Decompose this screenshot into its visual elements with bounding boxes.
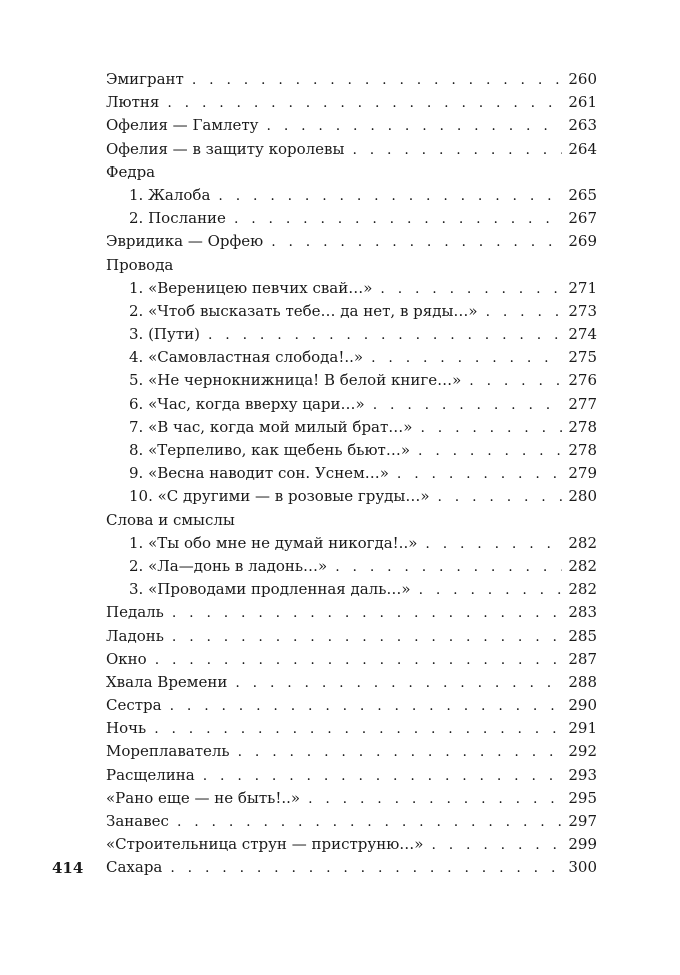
- toc-entry-title: Занавес: [106, 812, 169, 830]
- toc-entry-title: «Строительница струн — приструню…»: [106, 835, 424, 854]
- toc-entry-title: 5. «Не чернокнижница! В белой книге…»: [129, 371, 462, 390]
- toc-entry-title: 6. «Час, когда вверху цари…»: [129, 394, 365, 413]
- toc-entry-title: Ладонь: [106, 626, 164, 645]
- dot-leader: [208, 324, 562, 347]
- toc-entry: [106, 764, 597, 787]
- dot-leader: [192, 69, 563, 92]
- toc-entry: [106, 485, 597, 508]
- toc-entry-page: 292: [568, 742, 597, 761]
- toc-entry-title: Педаль: [106, 603, 164, 622]
- toc-entry-page: 290: [568, 696, 597, 715]
- toc-entry-title: 3. (Пути): [129, 325, 200, 344]
- toc-entry: [106, 740, 597, 763]
- toc-entry-title: 8. «Терпеливо, как щебень бьют…»: [129, 441, 411, 459]
- toc-entry-page: 288: [568, 672, 597, 691]
- toc-entry: [106, 648, 597, 671]
- toc-entry-page: 271: [568, 278, 597, 297]
- toc-entry-page: 297: [568, 812, 597, 830]
- dot-leader: [177, 811, 562, 834]
- toc-entry: [106, 810, 597, 833]
- toc-entry-page: 278: [568, 417, 597, 436]
- toc-entry-page: 295: [568, 788, 597, 807]
- toc-entry-title: 3. «Проводами продленная даль…»: [129, 580, 411, 599]
- toc-entry-page: 283: [568, 603, 597, 622]
- toc-entry: [106, 717, 597, 740]
- dot-leader: [335, 556, 562, 579]
- toc-entry: [106, 601, 597, 624]
- toc-entry-title: Лютня: [106, 93, 160, 112]
- toc-entry-page: 282: [568, 533, 597, 552]
- dot-leader: [167, 92, 562, 115]
- toc-entry-page: 278: [568, 441, 597, 459]
- dot-leader: [238, 741, 563, 764]
- toc-entry-page: 273: [568, 301, 597, 320]
- toc-entry-page: 261: [568, 93, 597, 112]
- dot-leader: [203, 765, 563, 788]
- dot-leader: [418, 440, 562, 463]
- dot-leader: [235, 672, 562, 695]
- toc-entry-page: 291: [568, 719, 597, 738]
- table-of-contents: [106, 68, 597, 880]
- toc-entry: [106, 462, 597, 485]
- toc-entry-page: 299: [568, 835, 597, 854]
- toc-entry-title: «Рано еще — не быть!..»: [106, 788, 301, 807]
- toc-entry-title: Слова и смыслы: [106, 510, 235, 529]
- toc-entry-title: Провода: [106, 255, 174, 274]
- toc-entry: [106, 323, 597, 346]
- toc-entry: [106, 68, 597, 91]
- toc-entry: [106, 277, 597, 300]
- toc-entry: [106, 369, 597, 392]
- toc-entry-title: Расщелина: [106, 765, 195, 784]
- toc-entry: [106, 787, 597, 810]
- toc-entry: [106, 856, 597, 879]
- toc-entry: [106, 207, 597, 230]
- toc-entry-page: 285: [568, 626, 597, 645]
- toc-entry-page: 264: [568, 139, 597, 158]
- toc-entry: [106, 439, 597, 462]
- toc-entry: [106, 578, 597, 601]
- toc-entry-page: 282: [568, 556, 597, 575]
- dot-leader: [352, 139, 562, 162]
- toc-entry-page: 280: [568, 487, 597, 506]
- dot-leader: [419, 579, 563, 602]
- toc-entry-title: Хвала Времени: [106, 672, 228, 691]
- toc-entry-page: 276: [568, 371, 597, 390]
- dot-leader: [438, 486, 563, 509]
- dot-leader: [469, 370, 562, 393]
- toc-entry-title: Эмигрант: [106, 70, 184, 88]
- toc-section-heading: [106, 161, 597, 184]
- toc-entry: [106, 416, 597, 439]
- toc-entry-page: 260: [568, 70, 597, 88]
- toc-entry: [106, 671, 597, 694]
- toc-entry-title: Офелия — Гамлету: [106, 116, 259, 135]
- toc-entry-page: 265: [568, 185, 597, 204]
- toc-entry: [106, 114, 597, 137]
- toc-entry-title: 2. Послание: [129, 209, 226, 228]
- toc-entry-title: 9. «Весна наводит сон. Уснем…»: [129, 464, 389, 483]
- toc-entry: [106, 555, 597, 578]
- toc-entry-title: 1. Жалоба: [129, 185, 211, 204]
- toc-entry-title: Сахара: [106, 858, 163, 877]
- toc-entry-page: 300: [568, 858, 597, 877]
- toc-entry: [106, 833, 597, 856]
- toc-entry-title: Федра: [106, 162, 156, 181]
- toc-section-heading: [106, 254, 597, 277]
- toc-entry-title: 7. «В час, когда мой милый брат…»: [129, 417, 413, 436]
- dot-leader: [234, 208, 562, 231]
- dot-leader: [431, 834, 562, 857]
- toc-entry-title: Офелия — в защиту королевы: [106, 139, 345, 158]
- dot-leader: [267, 115, 563, 138]
- toc-entry-title: 4. «Самовластная слобода!..»: [129, 348, 364, 367]
- dot-leader: [170, 695, 563, 718]
- toc-entry-title: Окно: [106, 649, 147, 668]
- toc-entry-title: Эвридика — Орфею: [106, 232, 264, 251]
- toc-entry: [106, 532, 597, 555]
- dot-leader: [380, 278, 562, 301]
- toc-entry: [106, 184, 597, 207]
- toc-entry: [106, 393, 597, 416]
- toc-entry: [106, 346, 597, 369]
- dot-leader: [373, 394, 563, 417]
- toc-entry-title: 2. «Ла—донь в ладонь…»: [129, 556, 328, 575]
- toc-entry: [106, 694, 597, 717]
- page-number: 414: [52, 858, 84, 877]
- dot-leader: [308, 788, 562, 811]
- toc-entry-title: Сестра: [106, 696, 162, 715]
- toc-entry-title: 1. «Ты обо мне не думай никогда!..»: [129, 533, 418, 552]
- dot-leader: [218, 185, 562, 208]
- dot-leader: [371, 347, 562, 370]
- toc-entry-page: 267: [568, 209, 597, 228]
- toc-entry-page: 287: [568, 649, 597, 668]
- dot-leader: [170, 857, 562, 880]
- toc-entry-title: Мореплаватель: [106, 742, 230, 761]
- dot-leader: [486, 301, 563, 324]
- toc-entry-title: 10. «С другими — в розовые груды…»: [129, 487, 430, 506]
- toc-entry: [106, 625, 597, 648]
- dot-leader: [425, 533, 562, 556]
- toc-entry: [106, 91, 597, 114]
- toc-entry-title: 1. «Вереницею певчих свай…»: [129, 278, 373, 297]
- dot-leader: [397, 463, 562, 486]
- dot-leader: [172, 602, 563, 625]
- toc-entry-title: Ночь: [106, 719, 147, 738]
- toc-entry-page: 282: [568, 580, 597, 599]
- toc-entry-page: 263: [568, 116, 597, 135]
- dot-leader: [420, 417, 562, 440]
- dot-leader: [155, 649, 563, 672]
- toc-entry-page: 269: [568, 232, 597, 251]
- dot-leader: [172, 626, 562, 649]
- toc-entry: [106, 230, 597, 253]
- toc-section-heading: [106, 509, 597, 532]
- toc-entry-page: 277: [568, 394, 597, 413]
- toc-entry-page: 293: [568, 765, 597, 784]
- dot-leader: [154, 718, 562, 741]
- toc-entry: [106, 300, 597, 323]
- toc-entry-page: 274: [568, 325, 597, 344]
- toc-entry-page: 275: [568, 348, 597, 367]
- toc-entry-title: 2. «Чтоб высказать тебе… да нет, в ряды…»: [129, 301, 478, 320]
- toc-entry-page: 279: [568, 464, 597, 483]
- dot-leader: [271, 231, 562, 254]
- toc-entry: [106, 138, 597, 161]
